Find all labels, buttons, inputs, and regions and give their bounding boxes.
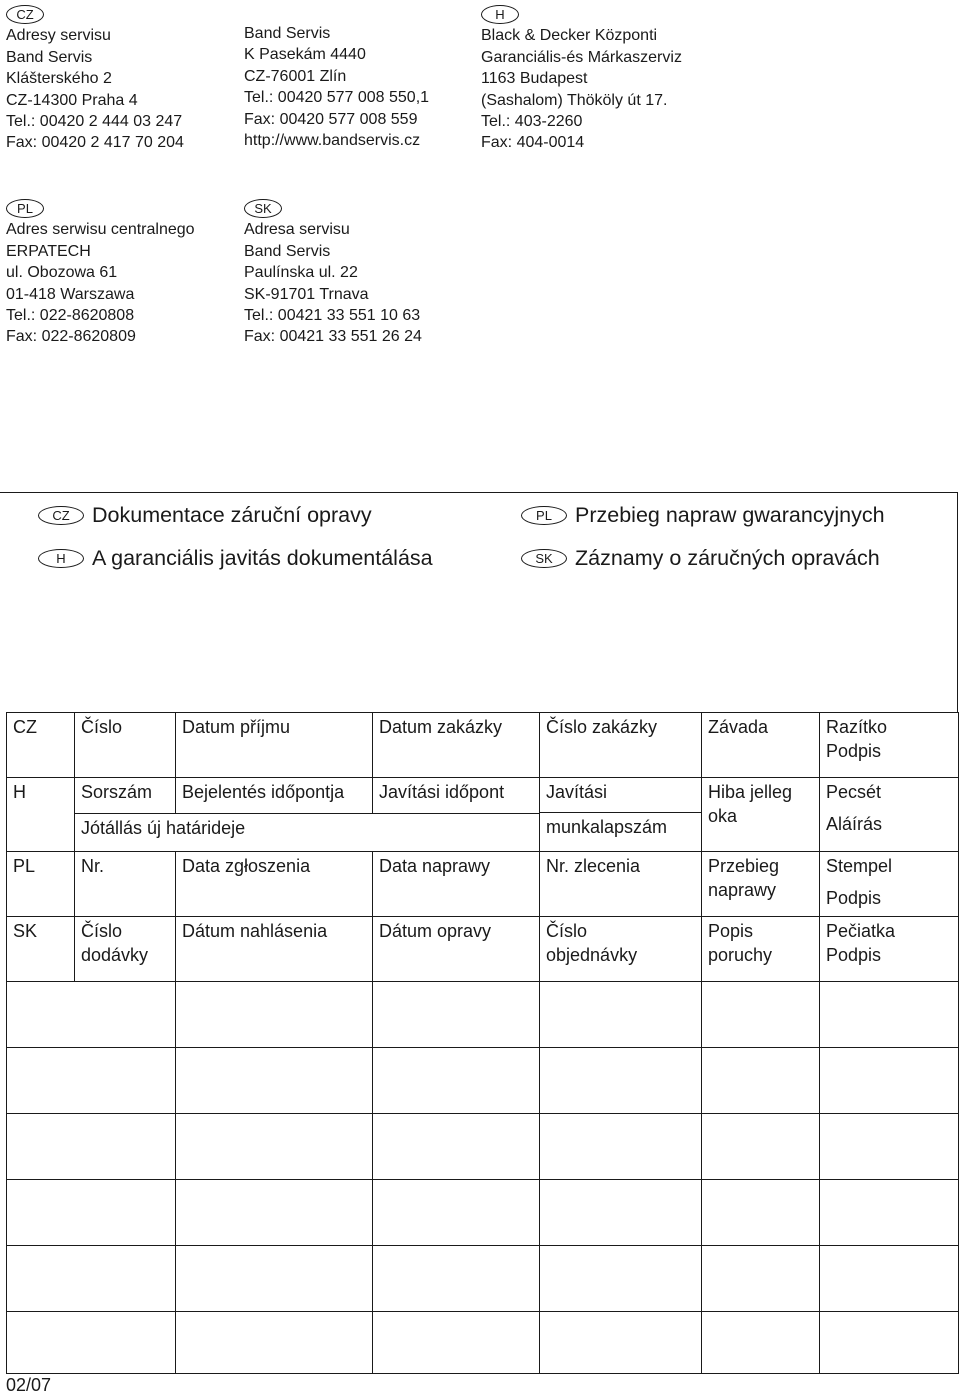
address-line: Paulínska ul. 22 xyxy=(244,264,358,282)
empty-cell[interactable] xyxy=(373,1180,540,1246)
address-line: CZ-14300 Praha 4 xyxy=(6,91,138,109)
address-line: Adresa servisu xyxy=(244,221,350,239)
address-line: Tel.: 403-2260 xyxy=(481,113,583,131)
signature-label: Podpis xyxy=(826,888,882,908)
table-row-empty xyxy=(7,1246,959,1312)
doc-title-text: Záznamy o záručných opravách xyxy=(575,546,880,570)
address-h xyxy=(481,4,682,154)
col-repair-date: Dátum opravy xyxy=(373,917,540,982)
col-received-date: Datum příjmu xyxy=(176,713,373,778)
empty-cell[interactable] xyxy=(702,1048,820,1114)
doc-title-sk xyxy=(521,546,880,571)
country-badge-cz: CZ xyxy=(38,506,84,525)
address-line: Klášterského 2 xyxy=(6,70,112,88)
empty-cell[interactable] xyxy=(176,1048,373,1114)
country-badge-pl: PL xyxy=(521,506,567,525)
delivery-label: dodávky xyxy=(81,945,149,965)
doc-title-text: Dokumentace záruční opravy xyxy=(92,503,372,527)
signature-label: Podpis xyxy=(826,741,882,761)
empty-cell[interactable] xyxy=(7,982,176,1048)
col-stamp-signature xyxy=(820,713,959,778)
table-row-sk xyxy=(7,917,959,982)
empty-cell[interactable] xyxy=(176,982,373,1048)
empty-cell[interactable] xyxy=(702,1180,820,1246)
description-label: Popis xyxy=(708,921,754,941)
empty-cell[interactable] xyxy=(373,1312,540,1374)
documentation-header-box xyxy=(0,492,958,712)
address-sk xyxy=(244,198,422,348)
address-line: Tel.: 00420 577 008 550,1 xyxy=(244,89,430,107)
empty-cell[interactable] xyxy=(702,1114,820,1180)
country-badge-pl: PL xyxy=(6,199,44,218)
col-repair-date: Data naprawy xyxy=(373,852,540,917)
address-line: CZ-76001 Zlín xyxy=(244,67,347,85)
col-number: Sorszám xyxy=(75,778,176,813)
table-row-empty xyxy=(7,982,959,1048)
address-line: Fax: 00420 577 008 559 xyxy=(244,110,418,128)
empty-cell[interactable] xyxy=(7,1114,176,1180)
empty-cell[interactable] xyxy=(373,1048,540,1114)
address-line: 1163 Budapest xyxy=(481,70,588,88)
col-order-date: Datum zakázky xyxy=(373,713,540,778)
address-line: Black & Decker Központi xyxy=(481,27,658,45)
table-row-h xyxy=(7,778,959,852)
address-line: Tel.: 00420 2 444 03 247 xyxy=(6,113,183,131)
empty-cell[interactable] xyxy=(820,1312,959,1374)
col-delivery-number xyxy=(75,917,176,982)
empty-cell[interactable] xyxy=(7,1312,176,1374)
empty-cell[interactable] xyxy=(820,982,959,1048)
doc-title-pl xyxy=(521,503,885,528)
doc-title-text: A garanciális javitás dokumentálása xyxy=(92,546,433,570)
address-website-link[interactable]: http://www.bandservis.cz xyxy=(244,132,421,150)
empty-cell[interactable] xyxy=(176,1246,373,1312)
empty-cell[interactable] xyxy=(702,1312,820,1374)
col-received-date: Data zgłoszenia xyxy=(176,852,373,917)
col-stamp-signature xyxy=(820,778,959,852)
empty-cell[interactable] xyxy=(540,1246,702,1312)
repair-log-table xyxy=(6,712,959,1374)
repair-label: naprawy xyxy=(708,880,777,900)
empty-cell[interactable] xyxy=(820,1246,959,1312)
address-line: Fax: 022-8620809 xyxy=(6,328,136,346)
fault-type-label: Hiba jelleg xyxy=(708,782,793,802)
address-line: (Sashalom) Thököly út 17. xyxy=(481,91,668,109)
address-line: Fax: 00421 33 551 26 24 xyxy=(244,328,422,346)
address-line: Fax: 404-0014 xyxy=(481,134,585,152)
doc-title-text: Przebieg napraw gwarancyjnych xyxy=(575,503,885,527)
col-repair-course xyxy=(702,852,820,917)
empty-cell[interactable] xyxy=(7,1048,176,1114)
address-line: Adres serwisu centralnego xyxy=(6,221,195,239)
address-line: Band Servis xyxy=(6,48,93,66)
table-row-empty xyxy=(7,1180,959,1246)
address-line: ul. Obozowa 61 xyxy=(6,264,118,282)
fault-cause-label: oka xyxy=(708,806,738,826)
col-fault xyxy=(702,778,820,852)
col-stamp-signature xyxy=(820,917,959,982)
empty-cell[interactable] xyxy=(7,1246,176,1312)
lang-label: CZ xyxy=(7,713,75,778)
empty-cell[interactable] xyxy=(540,1312,702,1374)
address-line: Tel.: 00421 33 551 10 63 xyxy=(244,307,421,325)
stamp-label: Pecsét xyxy=(826,782,882,802)
doc-title-h xyxy=(38,546,433,571)
lang-label: SK xyxy=(7,917,75,982)
empty-cell[interactable] xyxy=(373,982,540,1048)
col-number: Číslo xyxy=(75,713,176,778)
empty-cell[interactable] xyxy=(373,1114,540,1180)
col-work-sheet xyxy=(540,778,702,852)
address-line: SK-91701 Trnava xyxy=(244,285,369,303)
empty-cell[interactable] xyxy=(7,1180,176,1246)
table-row-cz xyxy=(7,713,959,778)
col-stamp-signature xyxy=(820,852,959,917)
stamp-label: Razítko xyxy=(826,717,888,737)
lang-label: PL xyxy=(7,852,75,917)
signature-label: Podpis xyxy=(826,945,882,965)
empty-cell[interactable] xyxy=(540,982,702,1048)
empty-cell[interactable] xyxy=(820,1048,959,1114)
address-cz xyxy=(6,4,184,154)
col-group-h xyxy=(75,778,540,852)
empty-cell[interactable] xyxy=(702,982,820,1048)
country-badge-sk: SK xyxy=(521,549,567,568)
address-line: 01-418 Warszawa xyxy=(6,285,135,303)
number-label: Číslo xyxy=(546,921,588,941)
col-report-date: Dátum nahlásenia xyxy=(176,917,373,982)
col-received-date: Bejelentés időpontja xyxy=(176,778,373,813)
stamp-label: Stempel xyxy=(826,856,893,876)
col-number: Nr. xyxy=(75,852,176,917)
empty-cell[interactable] xyxy=(702,1246,820,1312)
table-row-pl xyxy=(7,852,959,917)
fault-label: poruchy xyxy=(708,945,773,965)
work-sheet-label: Javítási xyxy=(540,778,701,813)
address-pl xyxy=(6,198,195,348)
order-label: objednávky xyxy=(546,945,638,965)
address-line: Garanciális-és Márkaszerviz xyxy=(481,48,682,66)
address-line: K Pasekám 4440 xyxy=(244,46,366,64)
empty-cell[interactable] xyxy=(540,1114,702,1180)
address-line: Band Servis xyxy=(244,25,331,42)
table-row-empty xyxy=(7,1048,959,1114)
address-line: Fax: 00420 2 417 70 204 xyxy=(6,134,184,152)
empty-cell[interactable] xyxy=(373,1246,540,1312)
table-row-empty xyxy=(7,1312,959,1374)
col-fault-description xyxy=(702,917,820,982)
col-order-number xyxy=(540,917,702,982)
empty-cell[interactable] xyxy=(176,1312,373,1374)
col-warranty-deadline: Jótállás új határideje xyxy=(81,818,246,838)
course-label: Przebieg xyxy=(708,856,780,876)
address-line: Adresy servisu xyxy=(6,27,111,45)
work-sheet-number-label: munkalapszám xyxy=(546,817,668,837)
lang-label: H xyxy=(7,778,75,852)
col-repair-date: Javítási időpont xyxy=(379,782,505,802)
stamp-label: Pečiatka xyxy=(826,921,896,941)
empty-cell[interactable] xyxy=(820,1180,959,1246)
empty-cell[interactable] xyxy=(540,1048,702,1114)
country-badge-cz: CZ xyxy=(6,5,44,24)
address-line: ERPATECH xyxy=(6,242,91,260)
address-line: Band Servis xyxy=(244,242,331,260)
empty-cell[interactable] xyxy=(540,1180,702,1246)
number-label: Číslo xyxy=(81,921,123,941)
empty-cell[interactable] xyxy=(176,1114,373,1180)
empty-cell[interactable] xyxy=(176,1180,373,1246)
address-line: Tel.: 022-8620808 xyxy=(6,307,135,325)
country-badge-sk: SK xyxy=(244,199,282,218)
signature-label: Aláírás xyxy=(826,814,883,834)
empty-cell[interactable] xyxy=(820,1114,959,1180)
address-cz-zlin xyxy=(244,23,429,151)
col-order-number: Číslo zakázky xyxy=(540,713,702,778)
document-date: 02/07 xyxy=(6,1375,52,1395)
col-order-number: Nr. zlecenia xyxy=(540,852,702,917)
col-fault: Závada xyxy=(702,713,820,778)
country-badge-h: H xyxy=(481,5,519,24)
table-row-empty xyxy=(7,1114,959,1180)
country-badge-h: H xyxy=(38,549,84,568)
doc-title-cz xyxy=(38,503,372,528)
